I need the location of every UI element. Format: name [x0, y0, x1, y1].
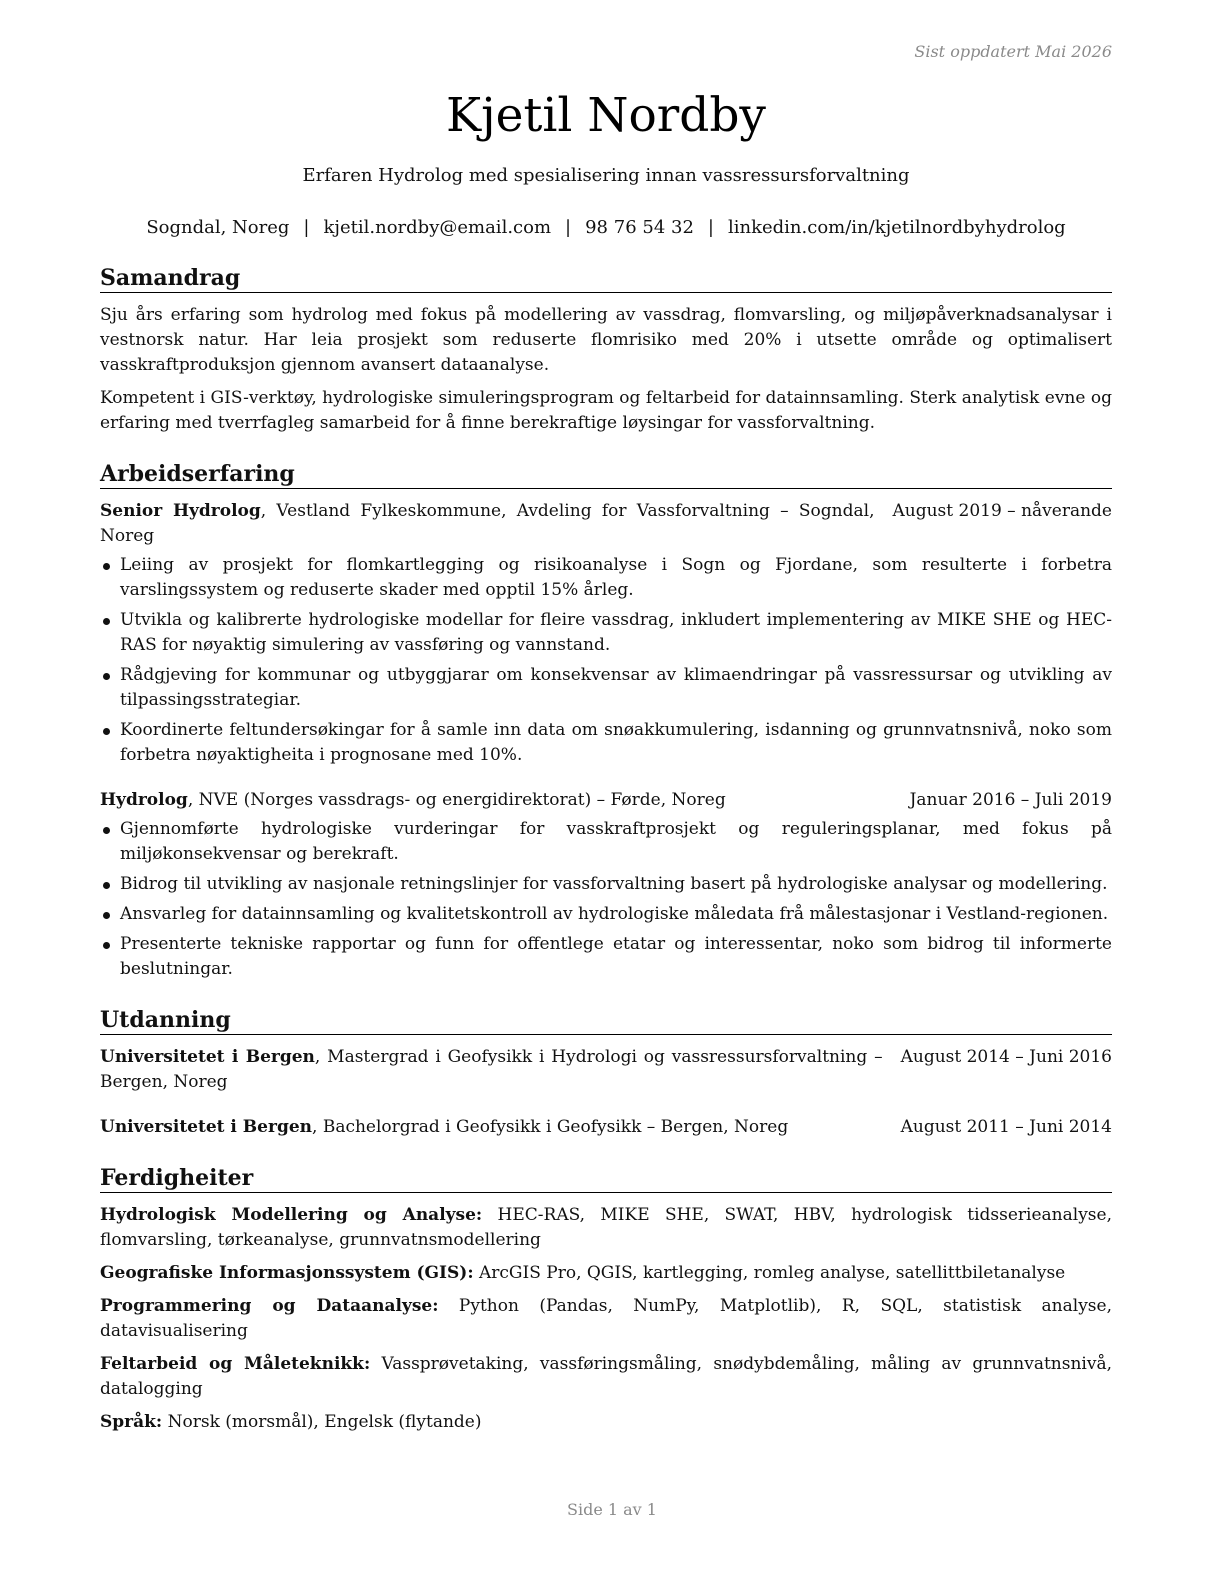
skill-value: Vassprøvetaking, vassføringsmåling, snødybdemåling, måling av grunnvatnsnivå, datalogging — [100, 1354, 1112, 1399]
bullet-icon — [103, 942, 110, 949]
education-entry — [100, 1115, 1112, 1140]
section-title-skills: Ferdigheiter — [100, 1164, 1112, 1193]
education-school: Universitetet i Bergen — [100, 1117, 313, 1137]
education-header — [100, 1115, 1112, 1140]
summary-paragraph: Kompetent i GIS-verktøy, hydrologiske simuleringsprogram og feltarbeid for datainnsamling. Sterk analytisk evne og erfaring med tverrfagleg samarbeid for å finne berekraftige løysingar for vassforvaltning. — [100, 388, 1112, 433]
job-role: Hydrolog — [100, 790, 188, 810]
section-title-education: Utdanning — [100, 1006, 1112, 1035]
education-school: Universitetet i Bergen — [100, 1047, 315, 1067]
skill-value: Python (Pandas, NumPy, Matplotlib), R, SQL, statistisk analyse, datavisualisering — [100, 1296, 1112, 1341]
contact-separator: | — [303, 217, 310, 238]
section-title-experience: Arbeidserfaring — [100, 460, 1112, 489]
list-item — [100, 932, 1112, 982]
job-title-line — [100, 499, 893, 549]
job-role: Senior Hydrolog — [100, 501, 261, 521]
list-item — [100, 718, 1112, 768]
resume-page — [100, 40, 1112, 1443]
list-item — [100, 817, 1112, 867]
bullet-icon — [103, 618, 110, 625]
list-item — [100, 872, 1112, 897]
job-title-line — [100, 788, 910, 813]
bullet-icon — [103, 827, 110, 834]
person-name: Kjetil Nordby — [445, 88, 766, 143]
page-number: Side 1 av 1 — [567, 1500, 657, 1519]
job-entry — [100, 788, 1112, 982]
bullet-icon — [103, 563, 110, 570]
contact-location: Sogndal, Noreg — [146, 217, 290, 238]
bullet-icon — [103, 673, 110, 680]
skill-value: Norsk (morsmål), Engelsk (flytande) — [162, 1412, 482, 1432]
list-item — [100, 608, 1112, 658]
bullet-text: Koordinerte feltundersøkingar for å samle inn data om snøakkumulering, isdanning og grunnvatnsnivå, noko som forbetra nøyaktigheita i prognosane med 10%. — [120, 720, 1112, 765]
last-updated: Sist oppdatert Mai 2026 — [914, 42, 1112, 61]
skill-value: HEC-RAS, MIKE SHE, SWAT, HBV, hydrologisk tidsserieanalyse, flomvarsling, tørkeanalyse, grunnvatnsmodellering — [100, 1205, 1112, 1250]
education-header — [100, 1045, 1112, 1095]
skill-label: Feltarbeid og Måleteknikk: — [100, 1354, 371, 1374]
job-header — [100, 499, 1112, 549]
contact-phone: 98 76 54 32 — [585, 217, 694, 238]
education-dates: August 2014 – Juni 2016 — [900, 1047, 1112, 1067]
job-dates: August 2019 – nåverande — [892, 501, 1112, 521]
bullet-text: Presenterte tekniske rapportar og funn for offentlege etatar og interessentar, noko som bidrog til informerte beslutningar. — [120, 934, 1112, 979]
bullet-text: Rådgjeving for kommunar og utbyggjarar om konsekvensar av klimaendringar på vassressursar og utvikling av tilpassingsstrategiar. — [120, 665, 1112, 710]
job-organization: , Vestland Fylkeskommune, Avdeling for Vassforvaltning – Sogndal, Noreg — [100, 501, 875, 546]
contact-separator: | — [565, 217, 572, 238]
education-entry — [100, 1045, 1112, 1095]
bullet-text: Utvikla og kalibrerte hydrologiske modellar for fleire vassdrag, inkludert implementering av MIKE SHE og HEC-RAS for nøyaktig simulering av vassføring og vannstand. — [120, 610, 1112, 655]
skill-label: Hydrologisk Modellering og Analyse: — [100, 1205, 483, 1225]
bullet-text: Leiing av prosjekt for flomkartlegging og risikoanalyse i Sogn og Fjordane, som resulterte i forbetra varslingssystem og reduserte skader med opptil 15% årleg. — [120, 555, 1112, 600]
contact-line — [100, 216, 1112, 240]
education-line — [100, 1115, 901, 1140]
education-dates: August 2011 – Juni 2014 — [900, 1117, 1112, 1137]
job-entry — [100, 499, 1112, 768]
job-header — [100, 788, 1112, 813]
job-dates: Januar 2016 – Juli 2019 — [909, 790, 1112, 810]
summary-paragraph: Sju års erfaring som hydrolog med fokus på modellering av vassdrag, flomvarsling, og miljøpåverknadsanalysar i vestnorsk natur. Har leia prosjekt som reduserte flomrisiko med 20% i utsette område og optimalisert vasskraftproduksjon gjennom avansert dataanalyse. — [100, 305, 1112, 375]
skill-label: Språk: — [100, 1412, 163, 1432]
skill-line — [100, 1352, 1112, 1402]
skill-label: Geografiske Informasjonssystem (GIS): — [100, 1263, 474, 1283]
job-organization: , NVE (Norges vassdrags- og energidirektorat) – Førde, Noreg — [187, 790, 726, 810]
contact-email[interactable]: kjetil.nordby@email.com — [323, 217, 552, 238]
job-bullets — [100, 817, 1112, 982]
bullet-icon — [103, 912, 110, 919]
education-line — [100, 1045, 901, 1095]
skill-line — [100, 1203, 1112, 1253]
skill-value: ArcGIS Pro, QGIS, kartlegging, romleg analyse, satellittbiletanalyse — [473, 1263, 1066, 1283]
contact-separator: | — [707, 217, 714, 238]
bullet-text: Gjennomførte hydrologiske vurderingar for vasskraftprosjekt og reguleringsplanar, med fokus på miljøkonsekvensar og berekraft. — [120, 819, 1112, 864]
section-title-summary: Samandrag — [100, 264, 1112, 293]
bullet-text: Bidrog til utvikling av nasjonale retningslinjer for vassforvaltning basert på hydrologiske analysar og modellering. — [120, 874, 1108, 894]
bullet-icon — [103, 728, 110, 735]
professional-title: Erfaren Hydrolog med spesialisering innan vassressursforvaltning — [302, 165, 910, 186]
education-degree: , Mastergrad i Geofysikk i Hydrologi og vassressursforvaltning – Bergen, Noreg — [100, 1047, 883, 1092]
skill-line — [100, 1261, 1112, 1286]
bullet-text: Ansvarleg for datainnsamling og kvalitetskontroll av hydrologiske måledata frå målestasjonar i Vestland-regionen. — [120, 904, 1109, 924]
skill-line — [100, 1294, 1112, 1344]
list-item — [100, 553, 1112, 603]
list-item — [100, 663, 1112, 713]
skill-label: Programmering og Dataanalyse: — [100, 1296, 439, 1316]
skill-line — [100, 1410, 1112, 1435]
list-item — [100, 902, 1112, 927]
contact-linkedin[interactable]: linkedin.com/in/kjetilnordbyhydrolog — [727, 217, 1066, 238]
education-degree: , Bachelorgrad i Geofysikk i Geofysikk – Bergen, Noreg — [312, 1117, 789, 1137]
job-bullets — [100, 553, 1112, 768]
bullet-icon — [103, 882, 110, 889]
